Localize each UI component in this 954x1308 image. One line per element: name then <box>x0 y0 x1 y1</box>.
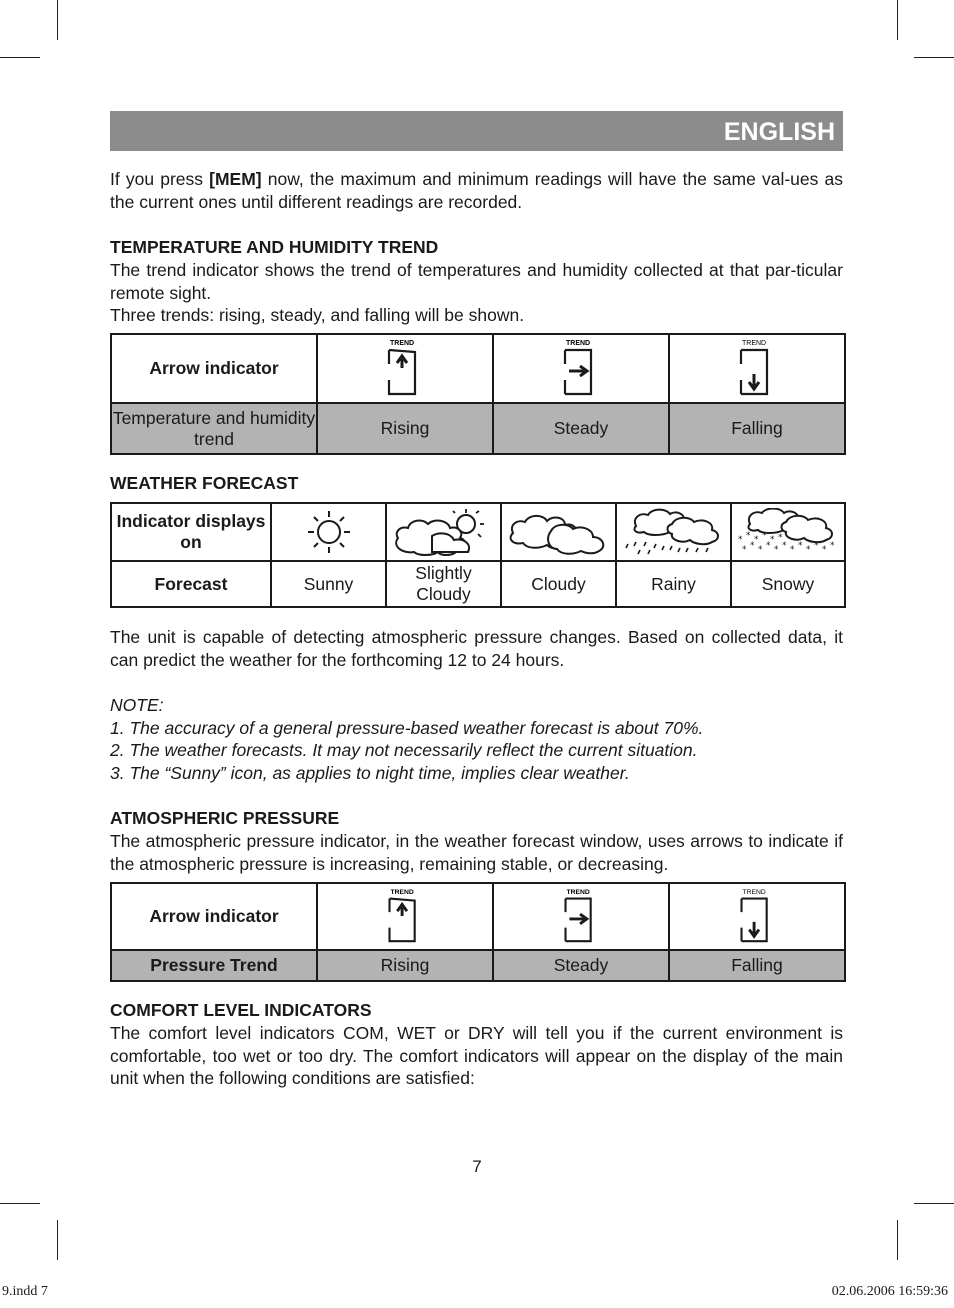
forecast-paragraph: The unit is capable of detecting atmospheric pressure changes. Based on collected data, it can predict the weather for the forthcoming 12 to 24 hours. <box>110 627 843 670</box>
trend-rising-cell <box>317 334 493 403</box>
language-banner: ENGLISH <box>110 111 843 151</box>
svg-text:*: * <box>822 545 827 555</box>
section-heading-weather-forecast: WEATHER FORECAST <box>110 473 299 493</box>
intro-text: If you press <box>110 169 210 189</box>
slightly-cloudy-icon-cell <box>386 503 501 561</box>
trend-value: Steady <box>493 403 669 454</box>
svg-text:*: * <box>782 541 787 551</box>
svg-text:*: * <box>774 545 779 555</box>
trend-rising-icon <box>385 887 425 947</box>
forecast-value: Cloudy <box>501 561 616 607</box>
crop-mark <box>914 57 954 58</box>
trend-steady-icon <box>561 887 601 947</box>
sunny-icon-cell <box>271 503 386 561</box>
trend-value: Falling <box>669 403 845 454</box>
note-item: 3. The “Sunny” icon, as applies to night time, implies clear weather. <box>110 763 630 783</box>
trend-falling-icon <box>737 338 777 400</box>
arrow-indicator-label: Arrow indicator <box>111 883 317 950</box>
trend-steady-cell <box>493 883 669 950</box>
crop-mark <box>57 1220 58 1260</box>
pressure-value: Falling <box>669 950 845 981</box>
intro-text: now, the maximum and minimum readings will have the same val-ues as the current ones until different readings are recorded. <box>110 169 843 212</box>
file-slug: 9.indd 7 <box>2 1284 48 1299</box>
temp-trend-paragraph: The trend indicator shows the trend of temperatures and humidity collected at that par-ticular remote sight. <box>110 260 843 303</box>
crop-mark <box>914 1203 954 1204</box>
trend-steady-icon <box>561 338 601 400</box>
page-number: 7 <box>472 1157 482 1176</box>
svg-text:*: * <box>770 535 775 545</box>
crop-mark <box>897 0 898 40</box>
section-heading-pressure: ATMOSPHERIC PRESSURE <box>110 808 340 828</box>
temp-trend-paragraph-2: Three trends: rising, steady, and falling will be shown. <box>110 305 525 325</box>
svg-text:*: * <box>798 541 803 551</box>
cloud-icon <box>507 509 611 555</box>
section-heading-comfort: COMFORT LEVEL INDICATORS <box>110 1000 372 1020</box>
crop-mark <box>0 57 40 58</box>
sun-cloud-icon <box>392 508 496 556</box>
svg-text:*: * <box>750 541 755 551</box>
trend-rising-cell <box>317 883 493 950</box>
forecast-value: Slightly Cloudy <box>386 561 501 607</box>
forecast-table <box>110 502 846 608</box>
svg-text:*: * <box>830 541 835 551</box>
svg-text:*: * <box>806 545 811 555</box>
note-item: 2. The weather forecasts. It may not necessarily reflect the current situation. <box>110 740 698 760</box>
svg-text:*: * <box>754 535 759 545</box>
svg-text:*: * <box>790 545 795 555</box>
forecast-label: Forecast <box>111 561 271 607</box>
forecast-value: Snowy <box>731 561 845 607</box>
trend-rising-icon <box>385 338 425 400</box>
trend-steady-cell <box>493 334 669 403</box>
crop-mark <box>57 0 58 40</box>
svg-text:*: * <box>742 545 747 555</box>
crop-mark <box>0 1203 40 1204</box>
svg-text:*: * <box>738 535 743 545</box>
temp-trend-table <box>110 333 846 455</box>
note-item: 1. The accuracy of a general pressure-based weather forecast is about 70%. <box>110 718 704 738</box>
mem-key: [MEM] <box>209 169 262 189</box>
trend-label: TREND <box>742 339 767 347</box>
trend-falling-cell <box>669 334 845 403</box>
pressure-value: Rising <box>317 950 493 981</box>
trend-value: Rising <box>317 403 493 454</box>
trend-label: TREND <box>566 888 590 896</box>
pressure-value: Steady <box>493 950 669 981</box>
intro-paragraph <box>110 168 843 213</box>
pressure-trend-table <box>110 882 846 982</box>
comfort-paragraph: The comfort level indicators COM, WET or DRY will tell you if the current environment is comfortable, too wet or too dry. The comfort indicators will appear on the display of the main unit when the following conditions are satisfied: <box>110 1023 843 1089</box>
rain-cloud-icon <box>622 508 726 556</box>
svg-text:*: * <box>762 531 767 541</box>
rainy-icon-cell <box>616 503 731 561</box>
pressure-trend-label: Pressure Trend <box>111 950 317 981</box>
snow-cloud-icon <box>736 508 840 556</box>
forecast-value: Sunny <box>271 561 386 607</box>
svg-text:*: * <box>778 533 783 543</box>
pressure-paragraph: The atmospheric pressure indicator, in the weather forecast window, uses arrows to indicate if the atmospheric pressure is increasing, remaining stable, or decreasing. <box>110 831 843 874</box>
trend-label: TREND <box>390 339 415 347</box>
svg-text:*: * <box>758 545 763 555</box>
sun-icon <box>304 509 354 555</box>
trend-falling-icon <box>737 887 777 947</box>
note-label: NOTE: <box>110 695 164 715</box>
svg-text:*: * <box>746 531 751 541</box>
trend-falling-cell <box>669 883 845 950</box>
temp-humidity-trend-label: Temperature and humidity trend <box>111 403 317 454</box>
arrow-indicator-label: Arrow indicator <box>111 334 317 403</box>
trend-label: TREND <box>566 339 591 347</box>
section-heading-temp-trend: TEMPERATURE AND HUMIDITY TREND <box>110 237 439 257</box>
timestamp-slug: 02.06.2006 16:59:36 <box>831 1284 948 1299</box>
crop-mark <box>897 1220 898 1260</box>
svg-text:*: * <box>766 541 771 551</box>
snowy-icon-cell <box>731 503 845 561</box>
trend-label: TREND <box>390 888 414 896</box>
svg-text:*: * <box>814 541 819 551</box>
cloudy-icon-cell <box>501 503 616 561</box>
trend-label: TREND <box>742 888 766 896</box>
forecast-value: Rainy <box>616 561 731 607</box>
indicator-displays-label: Indicator displays on <box>111 503 271 561</box>
